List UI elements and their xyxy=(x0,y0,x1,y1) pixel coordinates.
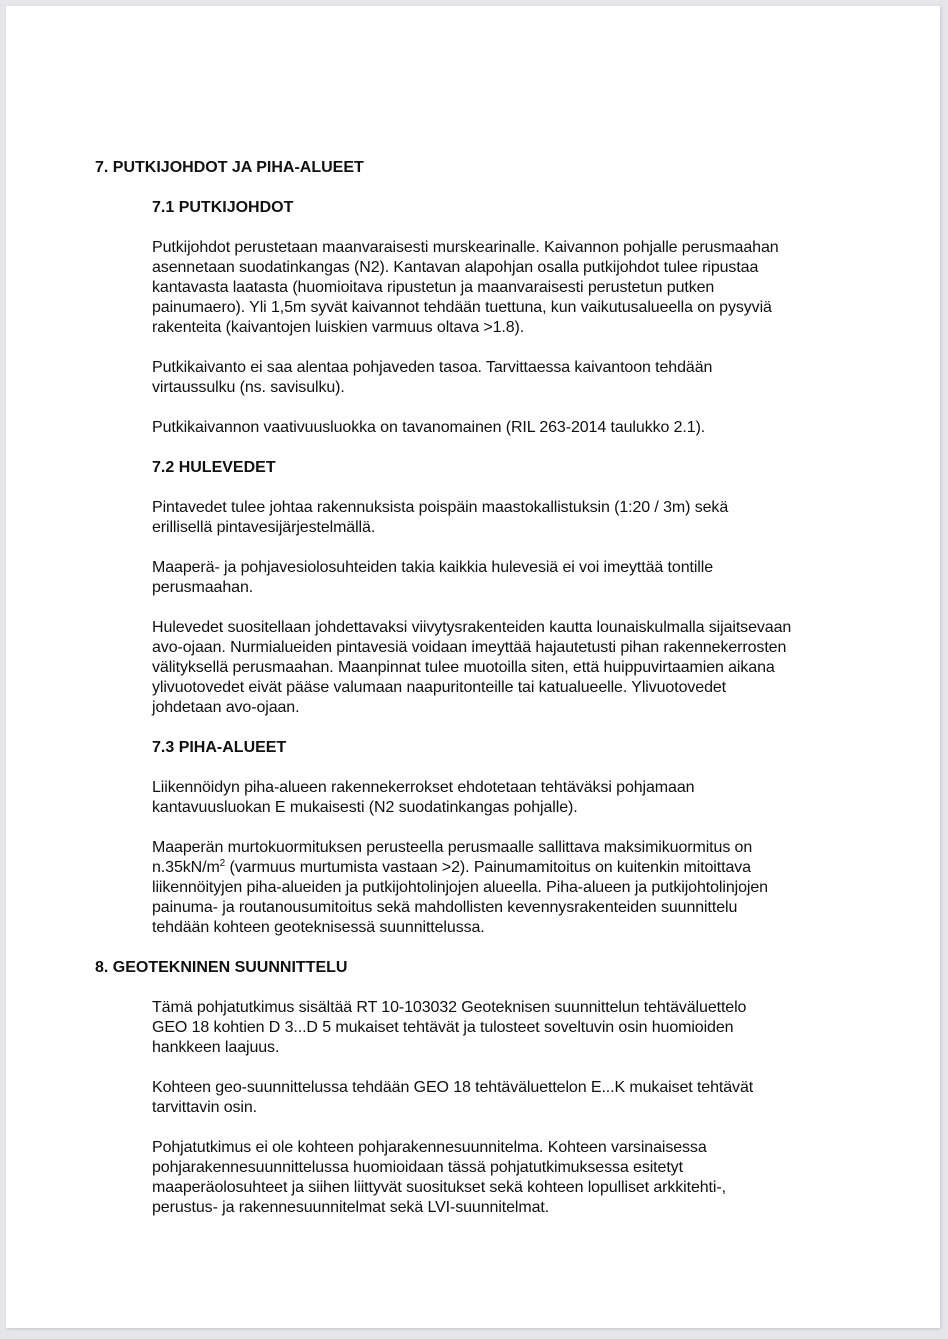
paragraph-7-1-c: Putkikaivannon vaativuusluokka on tavanomainen (RIL 263-2014 taulukko 2.1). xyxy=(152,419,706,436)
section-7-body xyxy=(152,198,865,938)
section-7-heading: 7. PUTKIJOHDOT JA PIHA-ALUEET xyxy=(95,159,364,176)
section-8-heading: 8. GEOTEKNINEN SUUNNITTELU xyxy=(95,959,348,976)
paragraph-7-3-a: Liikennöidyn piha-alueen rakennekerrokset ehdotetaan tehtäväksi pohjamaan kantavuusluokan E mukaisesti (N2 suodatinkangas pohjalle). xyxy=(152,779,695,816)
paragraph-7-2-a: Pintavedet tulee johtaa rakennuksista poispäin maastokallistuksin (1:20 / 3m) sekä erillisellä pintavesijärjestelmällä. xyxy=(152,499,729,536)
section-7-1-heading: 7.1 PUTKIJOHDOT xyxy=(152,199,294,216)
section-7-3-heading: 7.3 PIHA-ALUEET xyxy=(152,739,287,756)
paragraph-8-b: Kohteen geo-suunnittelussa tehdään GEO 18 tehtäväluettelon E...K mukaiset tehtävät tarvittavin osin. xyxy=(152,1079,754,1116)
section-8-body xyxy=(152,998,865,1218)
section-7-2-heading: 7.2 HULEVEDET xyxy=(152,459,276,476)
paragraph-7-2-b: Maaperä- ja pohjavesiolosuhteiden takia kaikkia hulevesiä ei voi imeyttää tontille perusmaahan. xyxy=(152,559,714,596)
paragraph-8-a: Tämä pohjatutkimus sisältää RT 10-103032 Geoteknisen suunnittelun tehtäväluettelo GEO 18 kohtien D 3...D 5 mukaiset tehtävät ja tulosteet soveltuvin osin huomioiden hankkeen laajuus. xyxy=(152,999,747,1056)
paragraph-7-1-b: Putkikaivanto ei saa alentaa pohjaveden tasoa. Tarvittaessa kaivantoon tehdään virtaussulku (ns. savisulku). xyxy=(152,359,713,396)
paragraph-7-1-a: Putkijohdot perustetaan maanvaraisesti murskearinalle. Kaivannon pohjalle perusmaahan asennetaan suodatinkangas (N2). Kantavan alapohjan osalla putkijohdot tulee ripustaa kantavasta laatasta (huomioitava ripustetun ja maanvaraisesti perustetun putken painumaero). Yli 1,5m syvät kaivannot tehdään tuettuna, kun vaikutusalueella on pysyviä rakenteita (kaivantojen luiskien varmuus oltava >1.8). xyxy=(152,239,779,336)
paragraph-7-3-b: Maaperän murtokuormituksen perusteella perusmaalle sallittava maksimikuormitus on $n.35kN/m^2$ (varmuus murtumista vastaan >2). Painumamitoitus on kuitenkin mitoittava liikennöityjen piha-alueiden ja putkijohtolinjojen alueella. Piha-alueen ja putkijohtolinjojen painuma- ja routanousumitoitus sekä mahdollisten kevennysrakenteiden suunnittelu tehdään kohteen geoteknisessä suunnittelussa. xyxy=(152,839,768,936)
paragraph-7-2-c: Hulevedet suositellaan johdettavaksi viivytysrakenteiden kautta lounaiskulmalla sijaitsevaan avo-ojaan. Nurmialueiden pintavesiä voidaan imeyttää hajautetusti pihan rakennekerrosten välityksellä perusmaahan. Maanpinnat tulee muotoilla siten, että huippuvirtaamien aikana ylivuotovedet eivät pääse valumaan naapuritonteille tai katualueelle. Ylivuotovedet johdetaan avo-ojaan. xyxy=(152,619,792,716)
paragraph-8-c: Pohjatutkimus ei ole kohteen pohjarakennesuunnitelma. Kohteen varsinaisessa pohjarakennesuunnittelussa huomioidaan tässä pohjatutkimuksessa esitetyt maaperäolosuhteet ja siihen liittyvät suositukset sekä kohteen lopulliset arkkitehti-, perustus- ja rakennesuunnitelmat sekä LVI-suunnitelmat. xyxy=(152,1139,726,1216)
page-content xyxy=(95,158,865,1218)
document-page xyxy=(6,6,940,1328)
